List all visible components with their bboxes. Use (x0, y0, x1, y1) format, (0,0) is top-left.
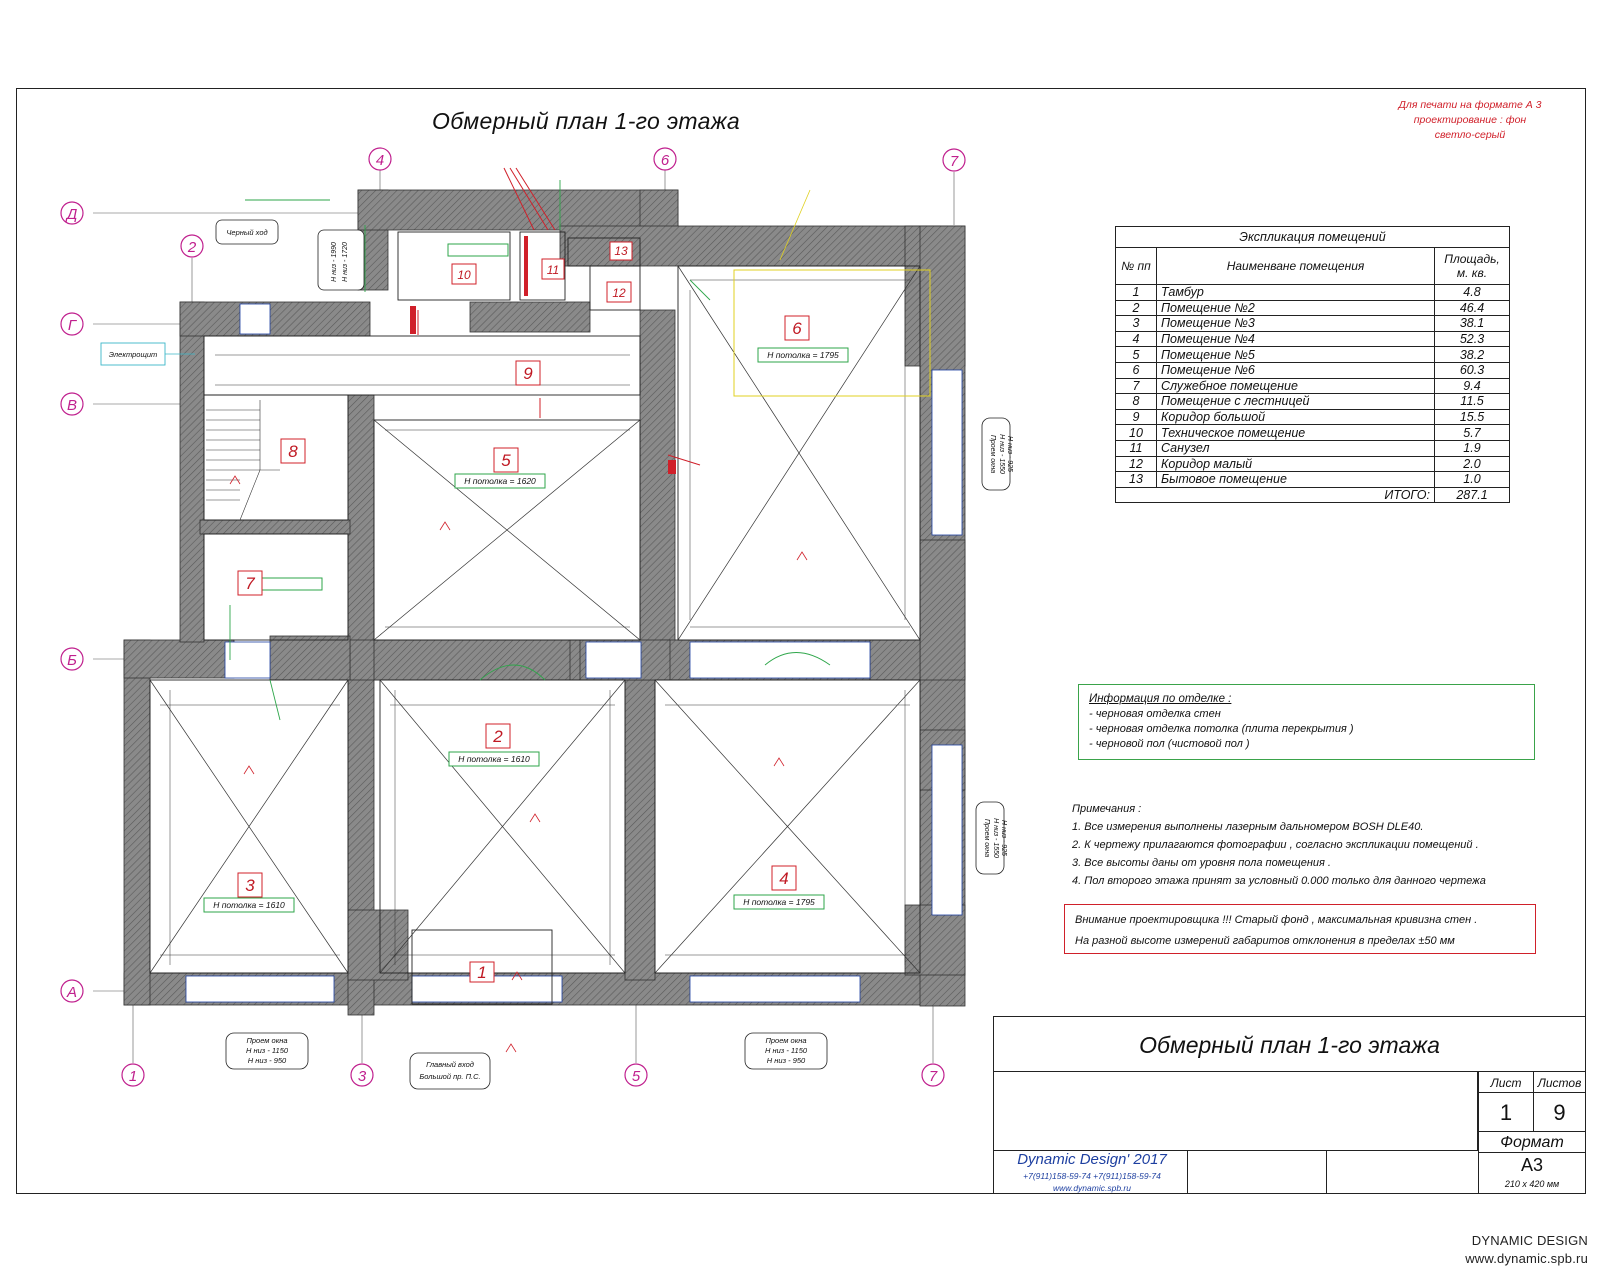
main-entrance-label-2: Большой пр. П.С. (419, 1072, 481, 1081)
explication-row-area: 1.0 (1435, 472, 1510, 488)
axis-label-7-top: 7 (949, 153, 959, 170)
finishing-info-heading: Информация по отделке : (1089, 693, 1232, 705)
explication-row-num: 9 (1116, 409, 1157, 425)
axis-label-v: В (66, 397, 78, 414)
explication-row-area: 60.3 (1435, 362, 1510, 378)
notes-block (1072, 800, 1542, 890)
window-right-label-1: Проем окна (765, 1036, 807, 1045)
explication-row-area: 46.4 (1435, 300, 1510, 316)
explication-row-area: 2.0 (1435, 456, 1510, 472)
explication-rows (1116, 285, 1510, 488)
room-number-7: 7 (245, 574, 255, 593)
explication-caption: Экспликация помещений (1116, 227, 1510, 248)
explication-row-num: 3 (1116, 316, 1157, 332)
axis-label-g: Г (67, 317, 77, 334)
explication-row-name: Помещение №6 (1157, 362, 1435, 378)
axis-label-5: 5 (631, 1068, 641, 1085)
plan-title: Обмерный план 1-го этажа (432, 108, 740, 134)
explication-row (1116, 472, 1510, 488)
explication-row-area: 11.5 (1435, 394, 1510, 410)
explication-row-num: 10 (1116, 425, 1157, 441)
explication-row-name: Тамбур (1157, 285, 1435, 301)
studio-name: Dynamic Design' 2017 (1017, 1151, 1167, 1168)
explication-row-name: Помещение с лестницей (1157, 394, 1435, 410)
explication-row-area: 52.3 (1435, 331, 1510, 347)
window-side-upper-label-3: Н низ - 925 (1006, 436, 1013, 472)
finishing-info-item: - черновая отделка стен (1089, 708, 1221, 720)
ceiling-height-2: Н потолка = 1610 (458, 754, 530, 764)
format-value: А3 (1520, 1155, 1544, 1175)
explication-row (1116, 378, 1510, 394)
room-number-1: 1 (477, 963, 487, 982)
room-number-5: 5 (501, 451, 511, 470)
studio-info (997, 1150, 1187, 1194)
brand-name: DYNAMIC DESIGN (1471, 1233, 1588, 1248)
print-note: Для печати на формате А 3 проектирование : фон светло-серый (1398, 99, 1542, 141)
explication-row-area: 38.2 (1435, 347, 1510, 363)
sheet-number: 1 (1478, 1092, 1534, 1132)
note-item: 2. К чертежу прилагаются фотографии , согласно экспликации помещений . (1072, 839, 1479, 851)
window-right-label-3: Н низ - 950 (766, 1056, 806, 1065)
explication-row-name: Коридор большой (1157, 409, 1435, 425)
explication-row-num: 1 (1116, 285, 1157, 301)
explication-header-area: Площадь, м. кв. (1435, 248, 1510, 285)
room-number-4: 4 (779, 869, 789, 888)
room-number-13: 13 (614, 244, 628, 258)
explication-row-num: 2 (1116, 300, 1157, 316)
studio-site: www.dynamic.spb.ru (1053, 1183, 1131, 1193)
note-item: 4. Пол второго этажа принят за условный 0.000 только для данного чертежа (1072, 875, 1486, 887)
room-number-10: 10 (457, 268, 471, 282)
room-number-8: 8 (288, 442, 298, 461)
explication-row-num: 8 (1116, 394, 1157, 410)
brand-watermark (1465, 1232, 1588, 1268)
ceiling-height-4: Н потолка = 1795 (743, 897, 815, 907)
window-side-lower-label-1: Проем окна (983, 818, 990, 858)
explication-row-num: 13 (1116, 472, 1157, 488)
room-number-9: 9 (523, 364, 533, 383)
explication-row (1116, 456, 1510, 472)
title-block (993, 1016, 1586, 1194)
axis-label-7-bottom: 7 (928, 1068, 938, 1085)
door-opening-label-2: Н низ - 1720 (342, 242, 349, 282)
title-block-title: Обмерный план 1-го этажа (993, 1016, 1586, 1072)
explication-row-name: Бытовое помещение (1157, 472, 1435, 488)
explication-row (1116, 440, 1510, 456)
window-side-lower-label-2: Н низ - 1550 (992, 818, 999, 858)
explication-row-num: 7 (1116, 378, 1157, 394)
sheets-count: 9 (1533, 1092, 1586, 1132)
window-side-upper-label-2: Н низ - 1550 (998, 434, 1005, 474)
explication-row (1116, 285, 1510, 301)
axis-label-4: 4 (375, 152, 385, 169)
explication-row-name: Санузел (1157, 440, 1435, 456)
explication-row-name: Помещение №5 (1157, 347, 1435, 363)
explication-row-name: Помещение №2 (1157, 300, 1435, 316)
explication-row (1116, 300, 1510, 316)
axis-label-2: 2 (187, 239, 197, 256)
electric-panel-label: Электрощит (108, 350, 158, 359)
warning-line: На разной высоте измерений габаритов отклонения в пределах ±50 мм (1075, 935, 1455, 947)
window-left-label-2: Н низ - 1150 (245, 1046, 289, 1055)
explication-row-area: 9.4 (1435, 378, 1510, 394)
explication-row (1116, 331, 1510, 347)
axis-label-d: Д (66, 206, 78, 223)
explication-total-label: ИТОГО: (1157, 487, 1435, 503)
sheets-label: Листов (1533, 1071, 1586, 1093)
explication-header-name: Наименване помещения (1157, 248, 1435, 285)
studio-phones: +7(911)158-59-74 +7(911)158-59-74 (1023, 1171, 1161, 1181)
explication-row-name: Коридор малый (1157, 456, 1435, 472)
finishing-info-item: - черновая отделка потолка (плита перекрытия ) (1089, 723, 1354, 735)
format-cell (1478, 1152, 1586, 1194)
format-label: Формат (1478, 1131, 1586, 1153)
room-number-12: 12 (612, 286, 626, 300)
explication-row (1116, 409, 1510, 425)
ceiling-height-3: Н потолка = 1610 (213, 900, 285, 910)
note-item: 1. Все измерения выполнены лазерным дальномером BOSH DLE40. (1072, 821, 1424, 833)
notes-heading: Примечания : (1072, 803, 1142, 815)
explication-row-name: Техническое помещение (1157, 425, 1435, 441)
explication-row (1116, 347, 1510, 363)
explication-row (1116, 394, 1510, 410)
explication-row-name: Помещение №4 (1157, 331, 1435, 347)
room-number-6: 6 (792, 319, 802, 338)
explication-row (1116, 362, 1510, 378)
door-opening-label-1: Н низ - 1990 (331, 242, 338, 282)
axis-label-6: 6 (660, 152, 670, 169)
ceiling-height-5: Н потолка = 1620 (464, 476, 536, 486)
window-side-lower-label-3: Н низ - 925 (1000, 820, 1007, 856)
axis-label-a: А (66, 984, 78, 1001)
explication-row-num: 6 (1116, 362, 1157, 378)
explication-row-area: 1.9 (1435, 440, 1510, 456)
window-right-label-2: Н низ - 1150 (764, 1046, 808, 1055)
format-size: 210 х 420 мм (1504, 1179, 1560, 1189)
explication-header-num: № пп (1116, 248, 1157, 285)
axis-label-b: Б (67, 652, 77, 669)
explication-row-num: 5 (1116, 347, 1157, 363)
room-number-11: 11 (546, 263, 560, 277)
explication-row (1116, 316, 1510, 332)
explication-row-area: 5.7 (1435, 425, 1510, 441)
black-entrance-label: Черный ход (226, 228, 268, 237)
warning-box (1064, 904, 1536, 954)
finishing-info-box (1078, 684, 1535, 760)
room-8-outline (204, 395, 348, 520)
room-number-3: 3 (245, 876, 255, 895)
finishing-info-item: - черновой пол (чистовой пол ) (1089, 738, 1250, 750)
explication-row-name: Служебное помещение (1157, 378, 1435, 394)
explication-table (1115, 226, 1510, 503)
sheet-label: Лист (1478, 1071, 1534, 1093)
explication-row-num: 12 (1116, 456, 1157, 472)
axis-label-3: 3 (357, 1068, 367, 1085)
window-side-upper-label-1: Проем окна (989, 434, 996, 474)
ceiling-height-6: Н потолка = 1795 (767, 350, 839, 360)
explication-row-area: 15.5 (1435, 409, 1510, 425)
main-entrance-label-1: Главный вход (426, 1060, 474, 1069)
explication-row (1116, 425, 1510, 441)
axis-label-1: 1 (128, 1068, 138, 1085)
explication-row-area: 38.1 (1435, 316, 1510, 332)
room-number-2: 2 (493, 727, 503, 746)
explication-row-num: 11 (1116, 440, 1157, 456)
window-left-label-1: Проем окна (246, 1036, 288, 1045)
note-item: 3. Все высоты даны от уровня пола помещения . (1072, 857, 1331, 869)
brand-url: www.dynamic.spb.ru (1465, 1251, 1588, 1266)
warning-line: Внимание проектировщика !!! Старый фонд , максимальная кривизна стен . (1075, 914, 1478, 926)
explication-total-value: 287.1 (1435, 487, 1510, 503)
window-left-label-3: Н низ - 950 (247, 1056, 287, 1065)
room-9-outline (204, 336, 640, 395)
explication-row-area: 4.8 (1435, 285, 1510, 301)
explication-row-name: Помещение №3 (1157, 316, 1435, 332)
explication-row-num: 4 (1116, 331, 1157, 347)
